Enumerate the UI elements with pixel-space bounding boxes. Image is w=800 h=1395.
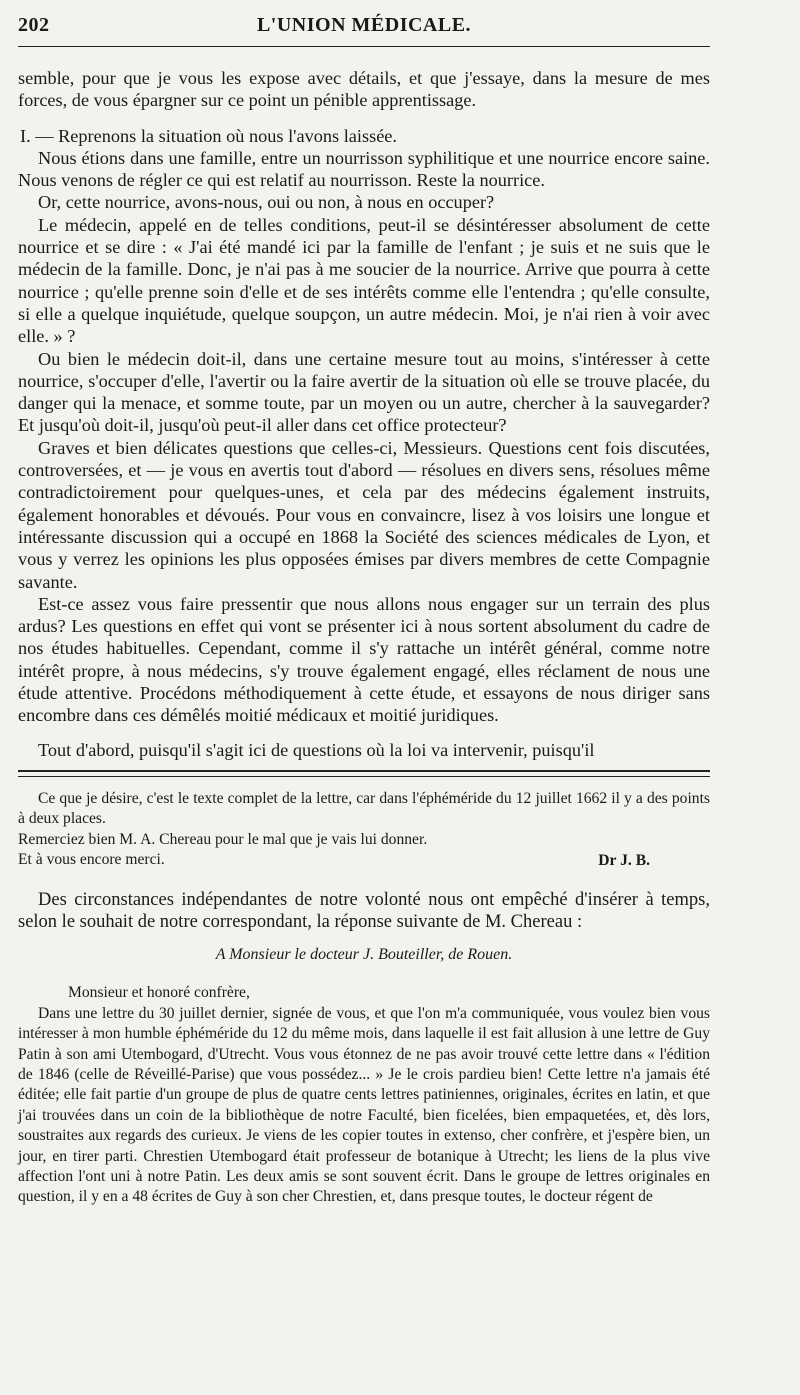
salutation: Monsieur et honoré confrère, [68,984,250,1002]
journal-title: L'UNION MÉDICALE. [256,14,472,36]
paragraph: semble, pour que je vous les expose avec détails, et que j'essaye, dans la mesure de mes forces, de vous épargner sur ce point un pénible apprentissage. [18,68,710,111]
paragraph: Nous étions dans une famille, entre un nourrisson syphilitique et une nourrice encore saine. Nous venons de régler ce qui est relatif au nourrisson. Reste la nourrice. [18,147,710,191]
main-article [18,67,710,761]
header-rule [18,46,710,47]
editor-note: Des circonstances indépendantes de notre volonté nous ont empêché d'insérer à temps, selon le souhait de notre correspondant, la réponse suivante de M. Chereau : [18,889,710,932]
addressee: A Monsieur le docteur J. Bouteiller, de Rouen. [215,945,513,963]
paragraph: Tout d'abord, puisqu'il s'agit ici de questions où la loi va intervenir, puisqu'il [38,739,595,760]
paragraph: Est-ce assez vous faire pressentir que nous allons nous engager sur un terrain des plus ardus? Les questions en effet qui vont se présenter ici à nous sortent absolument du cadre de nos études habituelles. Cependant, comme il s'y rattache un intérêt général, comme notre intérêt propre, à nous médecins, s'y trouve également engagé, elles réclament de nous une étude attentive. Procédons méthodiquement à cette étude, et essayons de nous diriger sans encombre dans ces démêlés moitié médicaux et moitié juridiques. [18,593,710,726]
page-number: 202 [18,14,50,36]
signature: Dr J. B. [598,851,650,869]
newspaper-page [18,14,710,1208]
paragraph: Graves et bien délicates questions que celles-ci, Messieurs. Questions cent fois discutées, controversées, et — je vous en avertis tout d'abord — résolues en divers sens, résolues même contradictoirement pour quelques-unes, et cela par des médecins également instruits, également honorables et dévoués. Pour vous en convaincre, lisez à vos loisirs une longue et intéressante discussion qui a occupé en 1868 la Société des sciences médicales de Lyon, et vous y verrez les opinions les plus opposées émises par divers membres de cette Compagnie savante. [18,437,710,592]
section-heading: I. — Reprenons la situation où nous l'avons laissée. [20,125,397,146]
letter-line: Remerciez bien M. A. Chereau pour le mal que je vais lui donner. [18,830,428,848]
page-header [18,14,710,44]
paragraph: Or, cette nourrice, avons-nous, oui ou non, à nous en occuper? [38,192,495,213]
letter-line: Et à vous encore merci. [18,851,165,869]
feuilleton-section [18,789,710,1208]
letter-line: Ce que je désire, c'est le texte complet de la lettre, car dans l'éphéméride du 12 juillet 1662 il y a des points à deux places. [18,789,710,828]
letter-body: Dans une lettre du 30 juillet dernier, signée de vous, et que l'on m'a communiquée, vous voulez bien vous intéresser à mon humble éphéméride du 12 du même mois, dans laquelle il est fait allusion à une lettre de Guy Patin à son ami Utembogard, d'Utrecht. Vous vous étonnez de ne pas avoir trouvé cette lettre dans « l'édition de 1846 (celle de Réveillé-Parise) que vous possédez... » Je le crois pardieu bien! Cette lettre n'a jamais été éditée; elle fait partie d'un groupe de plus de quatre cents lettres patiniennes, originales, écrites en latin, et que j'ai trouvées dans un coin de la bibliothèque de notre Faculté, bien ficelées, bien empaquetées, et, dès lors, soustraites aux regards des curieux. Je viens de les copier toutes in extenso, cher confrère, et j'espère bien, un jour, en tirer parti. Chrestien Utembogard était professeur de botanique à Utrecht; les liens de la plus vive affection l'ont uni à notre Patin. Les deux amis se sont souvent écrit. Dans le groupe de lettres originales en question, il y en a 48 écrites de Guy à son cher Chrestien, et, dans presque toutes, le docteur régent de [18,1004,710,1206]
paragraph: Ou bien le médecin doit-il, dans une certaine mesure tout au moins, s'intéresser à cette nourrice, s'occuper d'elle, l'avertir ou la faire avertir de la situation où elle se trouve placée, du danger qui la menace, et somme toute, par un moyen ou un autre, chercher à la sauvegarder? Et jusqu'où doit-il, jusqu'où peut-il aller dans cet office protecteur? [18,348,710,436]
paragraph: Le médecin, appelé en de telles conditions, peut-il se désintéresser absolument de cette nourrice et se dire : « J'ai été mandé ici par la famille de l'enfant ; je suis et ne suis que le médecin de la famille. Donc, je n'ai pas à me soucier de la nourrice. Arrive que pourra à cette nourrice ; qu'elle prenne soin d'elle et de ses intérêts comme elle l'entendra ; qu'elle consulte, si elle a quelque inquiétude, quelque soupçon, un autre médecin. Moi, je n'ai rien à voir avec elle. » ? [18,214,710,347]
feuilleton-divider [18,770,710,777]
